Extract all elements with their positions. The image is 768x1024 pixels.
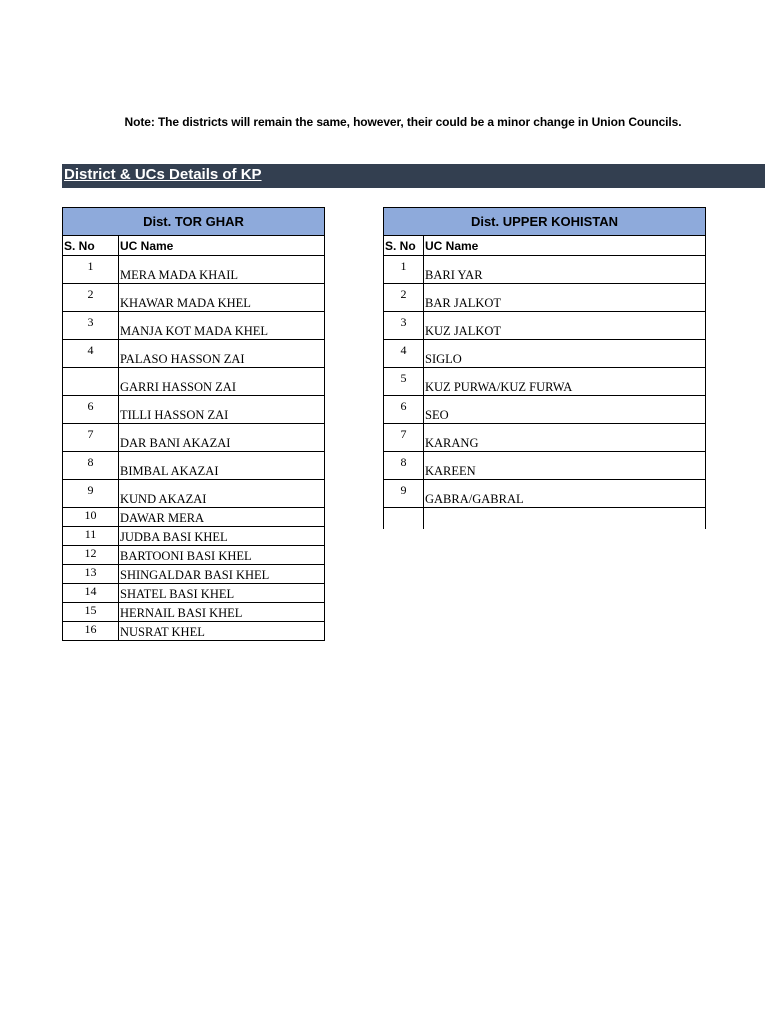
table-row	[63, 256, 325, 284]
table-row	[63, 312, 325, 340]
district-table-tor-ghar	[62, 207, 325, 641]
column-header-uc-name: UC Name	[119, 236, 325, 256]
table-row	[63, 480, 325, 508]
serial-number-cell: 10	[63, 508, 119, 527]
section-title-bar	[62, 164, 765, 188]
uc-name-cell: KUND AKAZAI	[119, 480, 325, 508]
uc-name-cell: SIGLO	[424, 340, 706, 368]
table-row	[63, 584, 325, 603]
serial-number-cell: 6	[63, 396, 119, 424]
uc-name-cell: MANJA KOT MADA KHEL	[119, 312, 325, 340]
uc-name-cell: NUSRAT KHEL	[119, 622, 325, 641]
table-row	[384, 480, 706, 508]
table-row	[63, 527, 325, 546]
serial-number-cell: 1	[63, 256, 119, 284]
table-row	[63, 368, 325, 396]
serial-number-cell: 4	[384, 340, 424, 368]
serial-number-cell: 8	[63, 452, 119, 480]
serial-number-cell: 3	[384, 312, 424, 340]
serial-number-cell: 7	[63, 424, 119, 452]
serial-number-cell: 9	[63, 480, 119, 508]
table-row-empty	[384, 508, 706, 530]
table-row	[63, 396, 325, 424]
table-row	[63, 565, 325, 584]
uc-name-cell: SHINGALDAR BASI KHEL	[119, 565, 325, 584]
uc-name-cell	[424, 508, 706, 530]
serial-number-cell: 9	[384, 480, 424, 508]
uc-name-cell: BARI YAR	[424, 256, 706, 284]
table-row	[384, 396, 706, 424]
serial-number-cell: 16	[63, 622, 119, 641]
serial-number-cell: 6	[384, 396, 424, 424]
serial-number-cell: 2	[384, 284, 424, 312]
uc-name-cell: GABRA/GABRAL	[424, 480, 706, 508]
serial-number-cell: 5	[384, 368, 424, 396]
column-header-uc-name: UC Name	[424, 236, 706, 256]
serial-number-cell: 4	[63, 340, 119, 368]
uc-name-cell: DAR BANI AKAZAI	[119, 424, 325, 452]
serial-number-cell: 8	[384, 452, 424, 480]
serial-number-cell: 1	[384, 256, 424, 284]
serial-number-cell	[63, 368, 119, 396]
serial-number-cell: 3	[63, 312, 119, 340]
table-row	[384, 452, 706, 480]
serial-number-cell: 14	[63, 584, 119, 603]
uc-name-cell: PALASO HASSON ZAI	[119, 340, 325, 368]
serial-number-cell: 15	[63, 603, 119, 622]
table-row	[63, 284, 325, 312]
table-row	[63, 622, 325, 641]
table-row	[63, 508, 325, 527]
table-row	[384, 284, 706, 312]
uc-name-cell: KUZ JALKOT	[424, 312, 706, 340]
uc-name-cell: KAREEN	[424, 452, 706, 480]
uc-name-cell: TILLI HASSON ZAI	[119, 396, 325, 424]
uc-name-cell: BIMBAL AKAZAI	[119, 452, 325, 480]
uc-name-cell: MERA MADA KHAIL	[119, 256, 325, 284]
table-row	[384, 424, 706, 452]
column-header-sno: S. No	[63, 236, 119, 256]
table-row	[384, 312, 706, 340]
table-row	[63, 340, 325, 368]
table-row	[384, 368, 706, 396]
table-row	[63, 603, 325, 622]
uc-name-cell: JUDBA BASI KHEL	[119, 527, 325, 546]
uc-name-cell: SEO	[424, 396, 706, 424]
uc-name-cell: BAR JALKOT	[424, 284, 706, 312]
table-row	[384, 256, 706, 284]
district-table-upper-kohistan	[383, 207, 706, 529]
note-text: Note: The districts will remain the same, however, their could be a minor change in Union Councils.	[124, 115, 682, 129]
uc-name-cell: BARTOONI BASI KHEL	[119, 546, 325, 565]
serial-number-cell	[384, 508, 424, 530]
table-row	[63, 452, 325, 480]
table-row	[384, 340, 706, 368]
uc-name-cell: HERNAIL BASI KHEL	[119, 603, 325, 622]
uc-name-cell: KARANG	[424, 424, 706, 452]
uc-name-cell: KHAWAR MADA KHEL	[119, 284, 325, 312]
district-header: Dist. UPPER KOHISTAN	[384, 208, 706, 236]
serial-number-cell: 7	[384, 424, 424, 452]
serial-number-cell: 12	[63, 546, 119, 565]
uc-name-cell: SHATEL BASI KHEL	[119, 584, 325, 603]
table-row	[63, 546, 325, 565]
table-row	[63, 424, 325, 452]
uc-name-cell: GARRI HASSON ZAI	[119, 368, 325, 396]
uc-name-cell: KUZ PURWA/KUZ FURWA	[424, 368, 706, 396]
serial-number-cell: 2	[63, 284, 119, 312]
section-title: District & UCs Details of KP	[64, 166, 262, 183]
uc-name-cell: DAWAR MERA	[119, 508, 325, 527]
district-header: Dist. TOR GHAR	[63, 208, 325, 236]
serial-number-cell: 13	[63, 565, 119, 584]
serial-number-cell: 11	[63, 527, 119, 546]
column-header-sno: S. No	[384, 236, 424, 256]
